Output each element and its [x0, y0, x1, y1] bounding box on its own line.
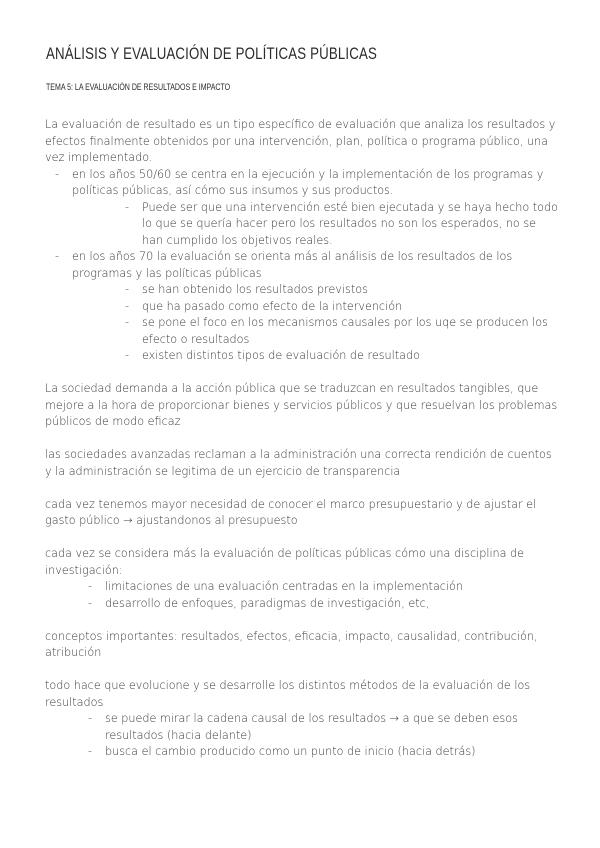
society-paragraph: La sociedad demanda a la acción pública que se traduzcan en resultados tangibles, que mejore a la hora de proporcionar bienes y servicios públicos y que resuelvan los problemas públicos de modo eficaz: [45, 382, 558, 428]
list-item: [45, 249, 560, 365]
list-item-text: en los años 50/60 se centra en la ejecución y la implementación de los programas y políticas públicas, así cómo sus insumos y sus productos.: [72, 167, 544, 197]
advanced-societies-paragraph: las sociedades avanzadas reclaman a la administración una correcta rendición de cuentos y la administración se legitima de un ejercicio de transparencia: [45, 448, 552, 478]
evolution-paragraph: todo hace que evolucione y se desarrolle los distintos métodos de la evaluación de los resultados: [45, 679, 531, 709]
page-title: ANÁLISIS Y EVALUACIÓN DE POLÍTICAS PÚBLICAS: [46, 44, 377, 63]
sublist-item: - existen distintos tipos de evaluación de resultado: [72, 348, 560, 365]
document-body: [45, 117, 560, 761]
history-list: [45, 167, 560, 365]
discipline-list: [45, 579, 560, 612]
concepts-paragraph: conceptos importantes: resultados, efectos, eficacia, impacto, causalidad, contribución, atribución: [45, 629, 538, 659]
sublist-item: - que ha pasado como efecto de la intervención: [72, 299, 560, 316]
sublist: [72, 200, 560, 250]
sublist-item: - Puede ser que una intervención esté bien ejecutada y se haya hecho todo lo que se quería hacer pero los resultados no son los esperados, no se han cumplido los objetivos reales.: [72, 200, 560, 250]
list-item: - se puede mirar la cadena causal de los resultados → a que se deben esos resultados (hacia delante): [45, 711, 560, 744]
page-subtitle: TEMA 5: LA EVALUACIÓN DE RESULTADOS E IMPACTO: [46, 82, 231, 93]
budget-paragraph: cada vez tenemos mayor necesidad de conocer el marco presupuestario y de ajustar el gasto público → ajustandonos al presupuesto: [45, 497, 537, 527]
list-item: [45, 167, 560, 250]
evolution-list: [45, 711, 560, 761]
intro-paragraph: La evaluación de resultado es un tipo específico de evaluación que analiza los resultados y efectos finalmente obtenidos por una intervención, plan, política o programa público, una vez implementado.: [45, 118, 556, 164]
sublist: [72, 282, 560, 365]
sublist-item: - se pone el foco en los mecanismos causales por los uqe se producen los efecto o resultados: [72, 315, 560, 348]
list-item: - desarrollo de enfoques, paradigmas de investigación, etc,: [45, 596, 560, 613]
discipline-paragraph: cada vez se considera más la evaluación de políticas públicas cómo una disciplina de investigación:: [45, 547, 525, 577]
sublist-item: - se han obtenido los resultados previstos: [72, 282, 560, 299]
list-item: - limitaciones de una evaluación centradas en la implementación: [45, 579, 560, 596]
list-item: - busca el cambio producido como un punto de inicio (hacia detrás): [45, 744, 560, 761]
list-item-text: en los años 70 la evaluación se orienta más al análisis de los resultados de los programas y las políticas públicas: [72, 250, 513, 280]
